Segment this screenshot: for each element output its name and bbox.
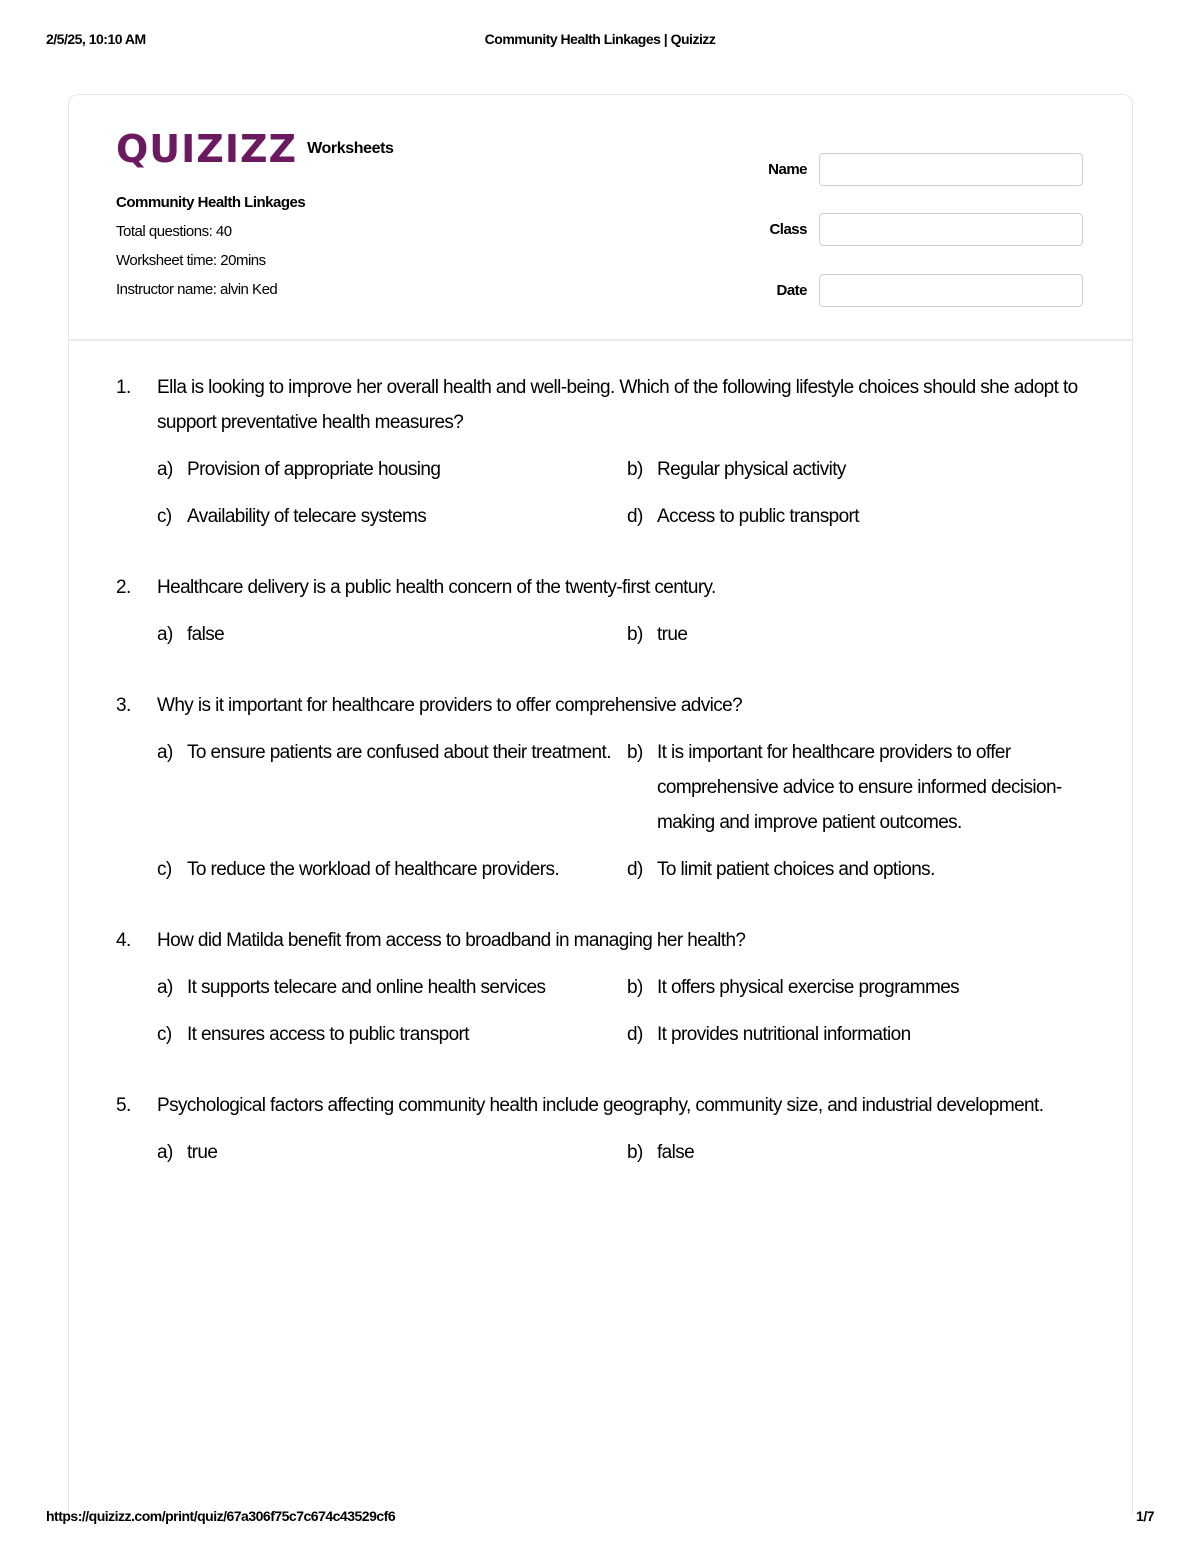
answer-option[interactable] xyxy=(627,1017,1097,1052)
answer-option[interactable] xyxy=(157,1017,627,1052)
answer-option[interactable] xyxy=(157,1135,627,1170)
date-label: Date xyxy=(776,281,807,299)
question-text: Psychological factors affecting community health include geography, community size, and industrial development. xyxy=(157,1095,1044,1116)
answer-options xyxy=(157,452,1096,534)
option-letter: a) xyxy=(157,977,173,998)
answer-option[interactable] xyxy=(627,499,1097,534)
answer-options xyxy=(157,735,1096,887)
answer-option[interactable] xyxy=(627,852,1097,887)
answer-options xyxy=(157,1135,1096,1170)
question-row xyxy=(116,1088,1096,1123)
option-text: false xyxy=(657,1142,695,1163)
option-letter: d) xyxy=(627,506,643,527)
question-number: 4. xyxy=(116,930,131,951)
option-text: To ensure patients are confused about their treatment. xyxy=(187,742,611,763)
option-text: Regular physical activity xyxy=(657,459,846,480)
logo-product-label: Worksheets xyxy=(307,140,394,157)
worksheet-card xyxy=(68,94,1133,1514)
question-number: 3. xyxy=(116,695,131,716)
class-field-row xyxy=(759,200,1083,261)
name-field[interactable] xyxy=(819,153,1083,186)
print-datetime: 2/5/25, 10:10 AM xyxy=(46,31,146,47)
class-label: Class xyxy=(769,221,807,239)
print-url: https://quizizz.com/print/quiz/67a306f75c7c674c43529cf6 xyxy=(46,1508,396,1524)
question-text: Why is it important for healthcare providers to offer comprehensive advice? xyxy=(157,695,743,716)
question-number: 1. xyxy=(116,377,131,398)
option-letter: a) xyxy=(157,742,173,763)
option-text: To limit patient choices and options. xyxy=(657,859,935,880)
question-item xyxy=(116,923,1096,1052)
date-field-row xyxy=(759,260,1083,321)
student-fields xyxy=(759,139,1083,321)
name-label: Name xyxy=(768,160,807,178)
question-row xyxy=(116,923,1096,958)
answer-option[interactable] xyxy=(157,970,627,1005)
option-text: true xyxy=(187,1142,218,1163)
option-letter: b) xyxy=(627,977,643,998)
question-text: Healthcare delivery is a public health concern of the twenty-first century. xyxy=(157,577,716,598)
print-page-title: Community Health Linkages | Quizizz xyxy=(484,31,716,47)
question-item xyxy=(116,570,1096,652)
answer-option[interactable] xyxy=(157,617,627,652)
answer-option[interactable] xyxy=(627,617,1097,652)
answer-option[interactable] xyxy=(627,735,1097,840)
total-questions: Total questions: 40 xyxy=(116,223,232,240)
question-text: How did Matilda benefit from access to broadband in managing her health? xyxy=(157,930,746,951)
option-letter: b) xyxy=(627,624,643,645)
option-text: It provides nutritional information xyxy=(657,1024,911,1045)
answer-options xyxy=(157,617,1096,652)
question-row xyxy=(116,370,1096,440)
option-text: It ensures access to public transport xyxy=(187,1024,469,1045)
option-letter: d) xyxy=(627,1024,643,1045)
question-list xyxy=(116,370,1096,1206)
option-text: Access to public transport xyxy=(657,506,859,527)
answer-option[interactable] xyxy=(627,452,1097,487)
option-text: true xyxy=(657,624,688,645)
option-text: Provision of appropriate housing xyxy=(187,459,441,480)
question-row xyxy=(116,570,1096,605)
answer-option[interactable] xyxy=(627,970,1097,1005)
option-text: It supports telecare and online health services xyxy=(187,977,546,998)
option-text: It offers physical exercise programmes xyxy=(657,977,960,998)
class-field[interactable] xyxy=(819,213,1083,246)
option-letter: a) xyxy=(157,624,173,645)
logo-wordmark: QUIZIZZ xyxy=(116,127,298,171)
name-field-row xyxy=(759,139,1083,200)
instructor-name: Instructor name: alvin Ked xyxy=(116,281,278,298)
question-item xyxy=(116,688,1096,887)
option-text: To reduce the workload of healthcare providers. xyxy=(187,859,560,880)
quizizz-logo xyxy=(116,129,394,169)
answer-options xyxy=(157,970,1096,1052)
question-item xyxy=(116,370,1096,534)
option-letter: b) xyxy=(627,459,643,480)
option-letter: a) xyxy=(157,1142,173,1163)
answer-option[interactable] xyxy=(157,499,627,534)
option-letter: c) xyxy=(157,1024,172,1045)
answer-option[interactable] xyxy=(627,1135,1097,1170)
worksheet-time: Worksheet time: 20mins xyxy=(116,252,266,269)
worksheet-header xyxy=(69,95,1132,341)
question-number: 2. xyxy=(116,577,131,598)
print-page-number: 1/7 xyxy=(1136,1508,1154,1524)
worksheet-meta xyxy=(116,193,305,309)
question-text: Ella is looking to improve her overall health and well-being. Which of the following lifestyle choices should she adopt to support preventative health measures? xyxy=(157,377,1078,433)
answer-option[interactable] xyxy=(157,852,627,887)
option-letter: d) xyxy=(627,859,643,880)
date-field[interactable] xyxy=(819,274,1083,307)
option-text: Availability of telecare systems xyxy=(187,506,427,527)
question-number: 5. xyxy=(116,1095,131,1116)
answer-option[interactable] xyxy=(157,735,627,840)
option-letter: b) xyxy=(627,1142,643,1163)
worksheet-title: Community Health Linkages xyxy=(116,194,306,211)
option-text: It is important for healthcare providers to offer comprehensive advice to ensure informed decision-making and improve patient outcomes. xyxy=(657,742,1062,833)
answer-option[interactable] xyxy=(157,452,627,487)
option-letter: c) xyxy=(157,859,172,880)
option-text: false xyxy=(187,624,225,645)
question-row xyxy=(116,688,1096,723)
option-letter: c) xyxy=(157,506,172,527)
option-letter: a) xyxy=(157,459,173,480)
question-item xyxy=(116,1088,1096,1170)
option-letter: b) xyxy=(627,742,643,763)
